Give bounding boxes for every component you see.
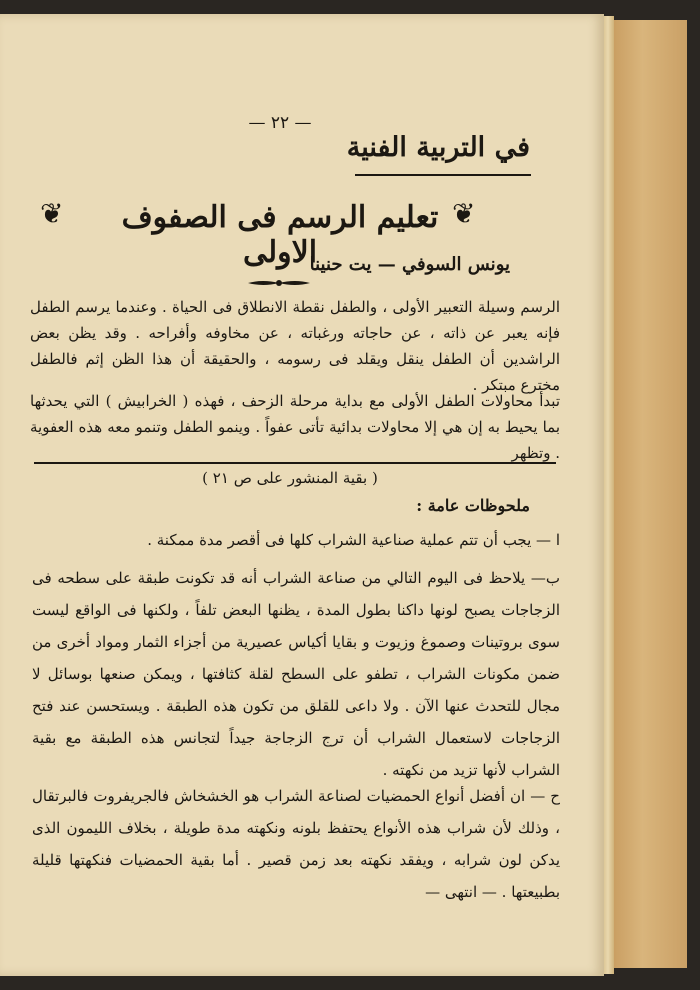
article-paragraph-2: تبدأ محاولات الطفل الأولى مع بداية مرحلة الزحف ، فهذه ( الخرابيش ) التي يحدثها بما يحيط به إن هي إلا محاولات بدائية تأتى عفواً . وينمو الطفل وتنمو معه هذه العفوية . وتظهر <box>30 392 560 462</box>
article-author: يونس السوفي — يت حنينا <box>309 254 510 275</box>
article-title: تعليم الرسم فى الصفوف الاولى <box>121 200 439 270</box>
note-item-b: ب— يلاحظ فى اليوم التالي من صناعة الشراب أنه قد تكونت طبقة على سطحه فى الزجاجات يصبح لونها داكنا بطول المدة ، يظنها البعض تلفاً ، ولكنها فى الواقع ليست سوى بروتينات وصموغ وزيوت و بقايا أكياس عصيرية من أجزاء الثمار ومواد أخرى من ضمن مكونات الشراب ، تطفو على السطح لقلة كثافتها ، ويمكن صنعها بوسائل لا مجال للتحدث عنها الآن . ولا داعى للقلق من تكون هذه الطبقة . ويستحسن عند فتح الزجاجات لاستعمال الشراب أن ترج الزجاجة جيداً لتجانس هذه الطبقة مع بقية الشراب لأنها تزيد من نكهته . <box>32 569 560 779</box>
title-divider-icon <box>248 279 310 287</box>
left-ornament-icon: ❦ <box>40 197 64 230</box>
note-item-c: ح — ان أفضل أنواع الحمضيات لصناعة الشراب هو الخشخاش فالجريفروت فالبرتقال ، وذلك لأن شراب هذه الأنواع يحتفظ بلونه ونكهته مدة طويلة ، بخلاف الليمون الذى يدكن لون شرابه ، ويفقد نكهته بعد زمن قصير . أما بقية الحمضيات فنكهتها قليلة بطبيعتها . — انتهى — <box>32 787 560 901</box>
page-number: — ٢٢ — <box>248 113 312 133</box>
continuation-note: ( بقية المنشور على ص ٢١ ) <box>202 469 378 487</box>
book-page <box>0 14 604 976</box>
note-item-a: ا — يجب أن تتم عملية صناعية الشراب كلها فى أقصر مدة ممكنة . <box>147 531 560 549</box>
book-cover-edge <box>612 20 687 968</box>
article-paragraph-1: الرسم وسيلة التعبير الأولى ، والطفل نقطة الانطلاق فى الحياة . وعندما يرسم الطفل فإنه يعبر عن ذاته ، عن حاجاته ورغباته ، عن مخاوفه وأفراحه . وقد يظن بعض الراشدين أن الطفل ينقل ويقلد فى رسومه ، والحقيقة أن هذا الظن إثم فالطفل مخترع مبتكر . <box>30 298 560 394</box>
section-heading: في التربية الفنية <box>346 132 530 163</box>
article-separator <box>34 462 556 464</box>
notes-heading: ملحوظات عامة : <box>416 496 530 515</box>
right-ornament-icon: ❦ <box>452 197 476 230</box>
section-heading-rule <box>355 174 531 176</box>
